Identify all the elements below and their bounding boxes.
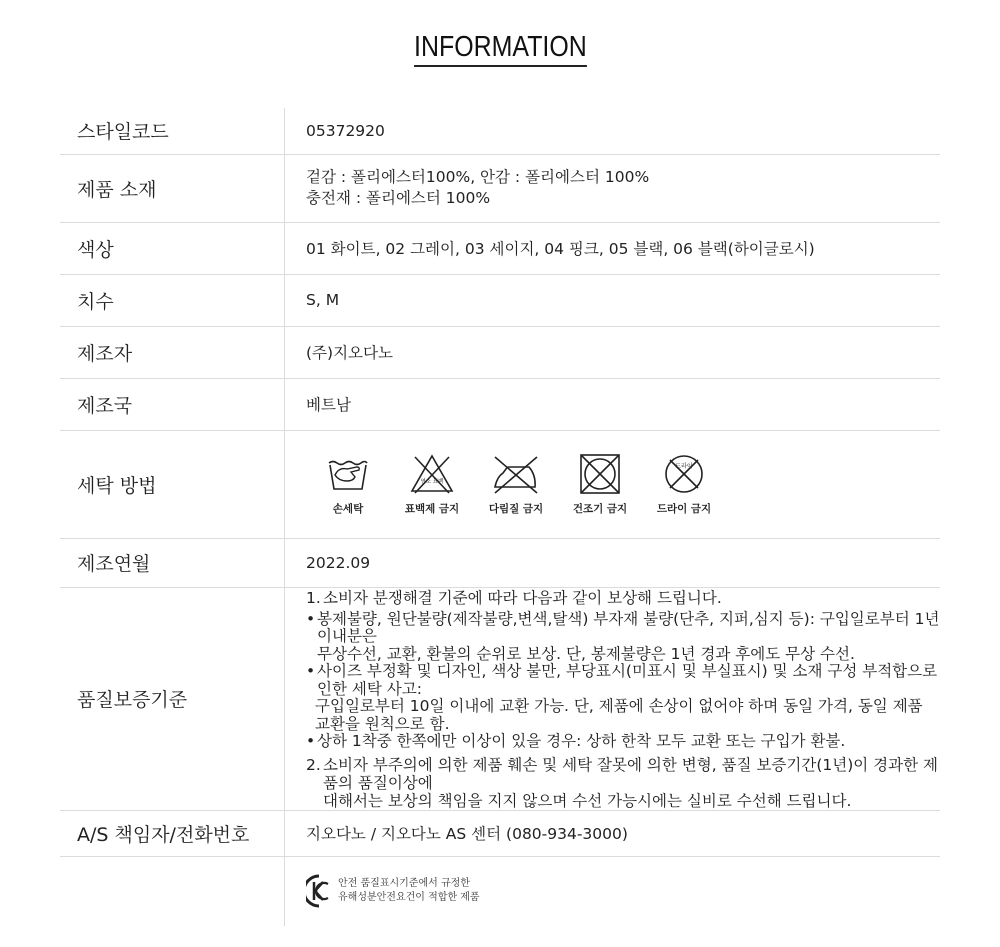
header: [0, 0, 1000, 78]
table-row: [60, 856, 940, 926]
list-item: 1. 소비자 분쟁해결 기준에 따라 다음과 같이 보상해 드립니다.: [306, 588, 722, 607]
material-value: [285, 154, 941, 222]
care-caption: 다림질 금지: [488, 502, 544, 515]
kc-mark-icon: [306, 873, 332, 909]
care-inner-text: 드라이: [675, 462, 693, 470]
no-bleach-icon: [409, 453, 455, 495]
table-row: [60, 326, 940, 378]
table-row: [60, 430, 940, 538]
list-item: • 상하 1착중 한쪽에만 이상이 있을 경우: 상하 한착 모두 교환 또는 구입가 환불.: [306, 732, 846, 750]
care-caption: 건조기 금지: [572, 502, 628, 515]
row-label: 세탁 방법: [60, 430, 285, 538]
care-item: [390, 453, 474, 516]
date-value: 2022.09: [285, 538, 941, 587]
list-item: 구입일로부터 10일 이내에 교환 가능. 단, 제품에 손상이 없어야 하며 동일 가격, 동일 제품 교환을 원칙으로 함.: [315, 697, 923, 733]
hand-wash-icon: [325, 453, 371, 495]
style-code-value: 05372920: [285, 108, 941, 154]
row-label: 제조연월: [60, 538, 285, 587]
info-table: [60, 108, 940, 926]
row-label: 제조국: [60, 378, 285, 430]
no-iron-icon: [491, 453, 541, 495]
table-row: [60, 587, 940, 810]
maker-value: (주)지오다노: [285, 326, 941, 378]
row-label: 제조자: [60, 326, 285, 378]
row-label: 품질보증기준: [60, 587, 285, 810]
care-caption: 드라이 금지: [656, 502, 712, 515]
page-title: INFORMATION: [414, 30, 587, 67]
kc-value: [285, 856, 941, 926]
care-item: [306, 453, 390, 516]
list-item: 2. 소비자 부주의에 의한 제품 훼손 및 세탁 잘못에 의한 변형, 품질 보증기간(1년)이 경과한 제품의 품질이상에: [306, 755, 938, 792]
country-value: 베트남: [285, 378, 941, 430]
kc-text: 안전 품질표시기준에서 규정한: [338, 878, 470, 890]
care-item: [642, 453, 726, 516]
kc-text: 유해성분안전요건이 적합한 제품: [338, 892, 480, 904]
care-caption: 손세탁: [332, 502, 364, 515]
row-label: 스타일코드: [60, 108, 285, 154]
color-value: 01 화이트, 02 그레이, 03 세이지, 04 핑크, 05 블랙, 06 블랙(하이글로시): [285, 222, 941, 274]
row-label: 치수: [60, 274, 285, 326]
list-item: 대해서는 보상의 책임을 지지 않으며 수선 가능시에는 실비로 수선해 드립니다.: [323, 791, 852, 810]
row-label: 색상: [60, 222, 285, 274]
size-value: S, M: [285, 274, 941, 326]
row-label: A/S 책임자/전화번호: [60, 810, 285, 856]
as-value: 지오다노 / 지오다노 AS 센터 (080-934-3000): [285, 810, 941, 856]
table-row: [60, 378, 940, 430]
row-label: 제품 소재: [60, 154, 285, 222]
wash-icons: [285, 430, 941, 538]
table-row: [60, 108, 940, 154]
material-line: 충전재 : 폴리에스터 100%: [306, 189, 491, 207]
care-item: [474, 453, 558, 516]
table-row: [60, 538, 940, 587]
no-dry-clean-icon: [661, 453, 707, 495]
list-item: 무상수선, 교환, 환불의 순위로 보상. 단, 봉제불량은 1년 경과 후에도 무상 수선.: [317, 644, 855, 663]
quality-value: [285, 587, 941, 810]
care-inner-text: 염소 표백: [420, 478, 444, 485]
care-caption: 표백제 금지: [404, 502, 460, 515]
row-label: [60, 856, 285, 926]
list-item: • 사이즈 부정확 및 디자인, 색상 불만, 부당표시(미표시 및 부실표시) 및 소재 구성 부적합으로 인한 세탁 사고:: [306, 662, 938, 698]
no-tumble-dry-icon: [577, 453, 623, 495]
table-row: [60, 810, 940, 856]
list-item: • 봉제불량, 원단불량(제작불량,변색,탈색) 부자재 불량(단추, 지퍼,심지 등): 구입일로부터 1년 이내분은: [306, 609, 940, 645]
table-row: [60, 274, 940, 326]
table-row: [60, 154, 940, 222]
material-line: 겉감 : 폴리에스터100%, 안감 : 폴리에스터 100%: [306, 168, 650, 186]
care-item: [558, 453, 642, 516]
table-row: [60, 222, 940, 274]
